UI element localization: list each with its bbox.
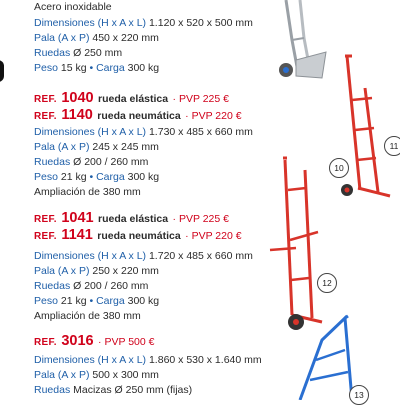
ref-prefix: REF. <box>34 337 57 348</box>
ruedas-label: Ruedas <box>34 47 71 59</box>
ruedas-row <box>34 156 148 169</box>
ruedas-value: Ø 200 / 260 mm <box>73 280 149 292</box>
ruedas-value: Macizas Ø 250 mm (fijas) <box>73 384 193 396</box>
ref-prefix: REF. <box>34 111 57 122</box>
carga-value: 300 kg <box>127 62 160 74</box>
peso-label: Peso <box>34 295 58 307</box>
pala-value: 250 x 220 mm <box>92 265 159 277</box>
pala-label: Pala (A x P) <box>34 265 90 277</box>
ruedas-row <box>34 280 148 293</box>
ref-price: · PVP 500 € <box>98 336 155 348</box>
figure-number-badge-10: 10 <box>329 158 349 178</box>
pala-label: Pala (A x P) <box>34 369 90 381</box>
figure-number-badge-12: 12 <box>317 273 337 293</box>
peso-carga-row <box>34 62 159 75</box>
ref-number: 3016 <box>61 333 94 349</box>
ruedas-label: Ruedas <box>34 156 71 168</box>
pala-value: 245 x 245 mm <box>92 141 159 153</box>
ref-number: 1140 <box>61 107 93 123</box>
carga-label: Carga <box>96 295 125 307</box>
carga-value: 300 kg <box>127 171 160 183</box>
pala-label: Pala (A x P) <box>34 141 90 153</box>
dimensions-label: Dimensiones (H x A x L) <box>34 17 147 29</box>
ruedas-row <box>34 384 192 397</box>
pala-row <box>34 141 159 154</box>
ref-number: 1041 <box>61 210 94 226</box>
dimensions-row <box>34 354 262 367</box>
dimensions-value: 1.730 x 485 x 660 mm <box>148 126 253 138</box>
carga-value: 300 kg <box>127 295 160 307</box>
dimensions-value: 1.720 x 485 x 660 mm <box>148 250 253 262</box>
pala-row <box>34 265 159 278</box>
ref-description: rueda elástica <box>98 213 169 225</box>
red-trolley-11-image <box>341 56 390 196</box>
pala-row <box>34 369 159 382</box>
ref-description: rueda neumática <box>97 230 181 242</box>
blue-trolley-13-image <box>300 316 352 400</box>
peso-value: 21 kg <box>60 171 87 183</box>
ref-price: · PVP 225 € <box>172 93 229 105</box>
figure-number-badge-13: 13 <box>349 385 369 405</box>
ref-line-1041 <box>34 210 229 228</box>
pala-row <box>34 32 159 45</box>
ref-line-1040 <box>34 90 229 108</box>
carga-label: Carga <box>96 171 125 183</box>
dimensions-label: Dimensiones (H x A x L) <box>34 250 147 262</box>
material-text: Acero inoxidable <box>34 1 112 13</box>
dimensions-row <box>34 250 253 263</box>
ref-prefix: REF. <box>34 231 57 242</box>
figure-number-badge-11: 11 <box>384 136 400 156</box>
ref-description: rueda elástica <box>98 93 169 105</box>
ref-number: 1040 <box>61 90 94 106</box>
peso-carga-row <box>34 171 159 184</box>
dimensions-row <box>34 126 253 139</box>
steel-hand-truck-image <box>279 0 326 78</box>
pala-value: 450 x 220 mm <box>92 32 159 44</box>
peso-value: 21 kg <box>60 295 87 307</box>
ref-description: rueda neumática <box>97 110 181 122</box>
peso-label: Peso <box>34 62 58 74</box>
ruedas-value: Ø 200 / 260 mm <box>73 156 149 168</box>
ruedas-value: Ø 250 mm <box>73 47 123 59</box>
ref-price: · PVP 220 € <box>185 110 242 122</box>
bullet-separator: • <box>89 171 94 183</box>
ref-price: · PVP 225 € <box>172 213 229 225</box>
ref-prefix: REF. <box>34 214 57 225</box>
carga-label: Carga <box>96 62 125 74</box>
ref-line-1140 <box>34 107 242 125</box>
pala-value: 500 x 300 mm <box>92 369 159 381</box>
bullet-separator: • <box>89 62 94 74</box>
extension-text: Ampliación de 380 mm <box>34 186 141 198</box>
dimensions-row <box>34 17 253 30</box>
ref-price: · PVP 220 € <box>185 230 242 242</box>
dimensions-value: 1.860 x 530 x 1.640 mm <box>148 354 262 366</box>
ref-line-3016 <box>34 333 154 351</box>
ref-line-1141 <box>34 227 242 245</box>
ref-prefix: REF. <box>34 94 57 105</box>
extension-text: Ampliación de 380 mm <box>34 310 141 322</box>
ref-number: 1141 <box>61 227 93 243</box>
peso-value: 15 kg <box>60 62 87 74</box>
ruedas-row <box>34 47 122 60</box>
ruedas-label: Ruedas <box>34 280 71 292</box>
dimensions-value: 1.120 x 520 x 500 mm <box>148 17 253 29</box>
dimensions-label: Dimensiones (H x A x L) <box>34 126 147 138</box>
pala-label: Pala (A x P) <box>34 32 90 44</box>
peso-label: Peso <box>34 171 58 183</box>
dimensions-label: Dimensiones (H x A x L) <box>34 354 147 366</box>
bullet-separator: • <box>89 295 94 307</box>
peso-carga-row <box>34 295 159 308</box>
ruedas-label: Ruedas <box>34 384 71 396</box>
red-trolley-12-image <box>270 158 322 330</box>
